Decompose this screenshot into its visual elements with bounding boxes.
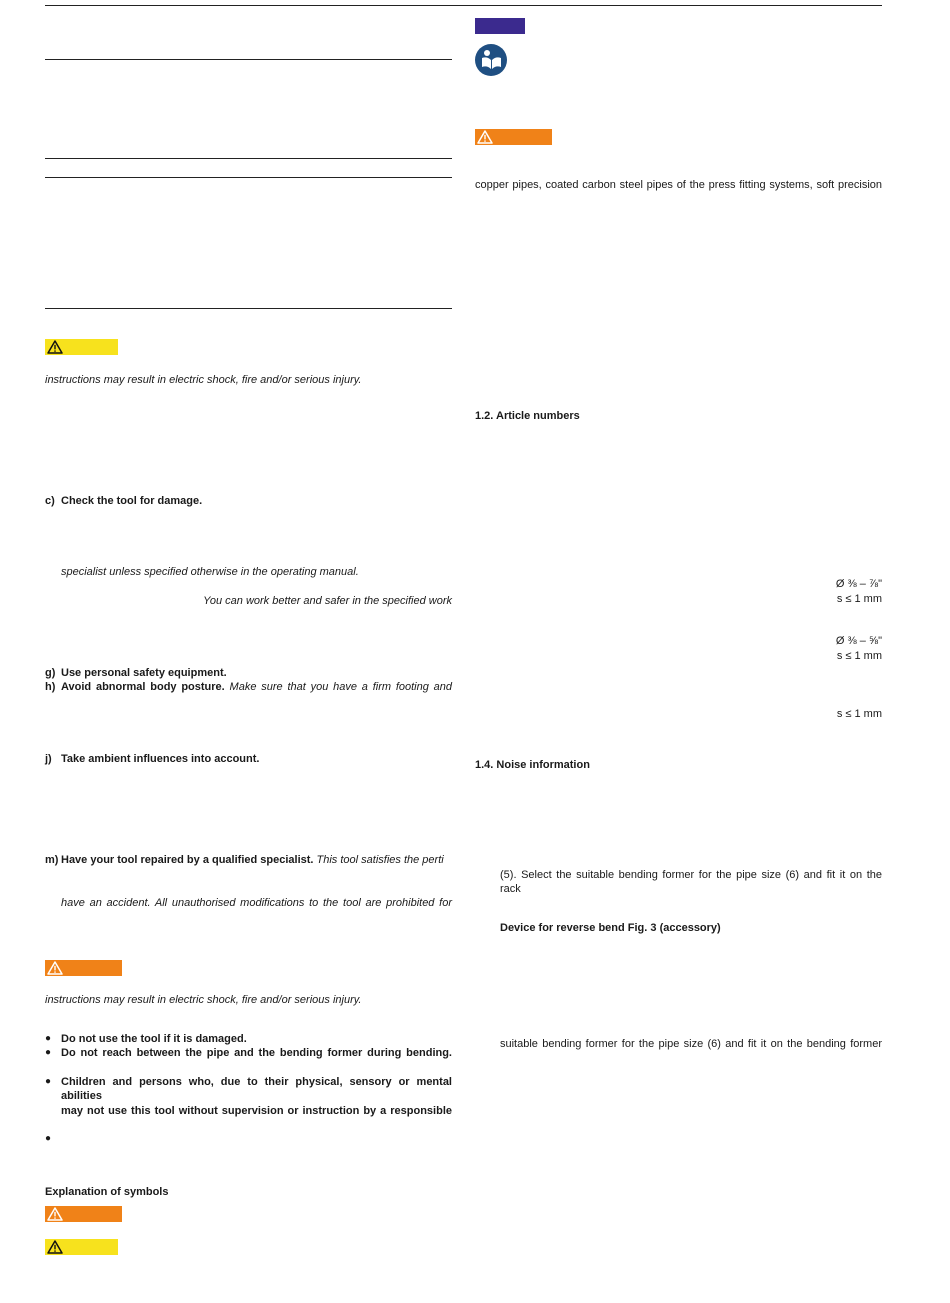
warning-triangle-icon xyxy=(47,1240,63,1254)
noise-heading: 1.4. Noise information xyxy=(475,759,590,771)
rule-1 xyxy=(45,59,452,60)
warning-triangle-icon xyxy=(477,130,493,144)
specific-warning-tail: instructions may result in electric shock, fire and/or serious injury. xyxy=(45,994,362,1006)
spec-3-wall: s ≤ 1 mm xyxy=(836,708,882,720)
item-h-text: Make sure that you have a firm footing and xyxy=(229,681,453,693)
spec-2-wall: s ≤ 1 mm xyxy=(836,650,882,662)
item-m-heading: Have your tool repaired by a qualified specialist. xyxy=(61,854,314,866)
spec-2-diameter: Ø ⅜ – ⅝" xyxy=(835,635,882,647)
item-m-label: m) xyxy=(45,854,59,866)
general-warning-tail: instructions may result in electric shock, fire and/or serious injury. xyxy=(45,374,362,386)
warning-triangle-icon xyxy=(47,1207,63,1221)
item-m-text: This tool satisfies the perti xyxy=(316,854,444,866)
fig2-instruction: (5). Select the suitable bending former for the pipe size (6) and fit it on the rack xyxy=(500,869,882,895)
symbols-heading: Explanation of symbols xyxy=(45,1186,169,1198)
notice-badge xyxy=(475,18,525,34)
bullet-1-text: Do not use the tool if it is damaged. xyxy=(61,1033,247,1045)
top-rule xyxy=(45,5,882,6)
warning-badge-general xyxy=(45,339,118,355)
item-g-label: g) xyxy=(45,667,56,679)
bullet-dot-4: ● xyxy=(45,1133,52,1144)
item-m-line xyxy=(61,853,444,867)
rule-4 xyxy=(45,308,452,309)
warning-triangle-icon xyxy=(47,340,63,354)
warning-badge-right xyxy=(475,129,552,145)
item-c-label: c) xyxy=(45,495,55,507)
read-manual-icon xyxy=(475,44,507,76)
item-m-continuation: have an accident. All unauthorised modifications to the tool are prohibited for xyxy=(61,897,452,909)
warning-triangle-icon xyxy=(47,961,63,975)
bullet-3-text: Children and persons who, due to their physical, sensory or mental abilities xyxy=(61,1076,452,1102)
item-g-heading: Use personal safety equipment. xyxy=(61,667,227,679)
bullet-dot-1: ● xyxy=(45,1033,52,1044)
rule-3 xyxy=(45,177,452,178)
bullet-dot-2: ● xyxy=(45,1047,52,1058)
symbol-badge-warning xyxy=(45,1206,122,1222)
item-f-tail: specialist unless specified otherwise in the operating manual. xyxy=(61,566,359,578)
item-h-heading: Avoid abnormal body posture. xyxy=(61,681,225,693)
item-h-line xyxy=(61,680,452,694)
item-j-heading: Take ambient influences into account. xyxy=(61,753,260,765)
spec-1-wall: s ≤ 1 mm xyxy=(836,593,882,605)
fig3-instruction: suitable bending former for the pipe size (6) and fit it on the bending former xyxy=(500,1038,882,1050)
symbol-badge-caution xyxy=(45,1239,118,1255)
rule-2 xyxy=(45,158,452,159)
read-manual-glyph xyxy=(475,44,507,76)
bullet-3-continuation: may not use this tool without supervision or instruction by a responsible xyxy=(61,1105,452,1117)
item-c-heading: Check the tool for damage. xyxy=(61,495,203,507)
warning-badge-specific xyxy=(45,960,122,976)
article-numbers-heading: 1.2. Article numbers xyxy=(475,410,580,422)
spec-1-diameter: Ø ⅜ – ⅞" xyxy=(835,578,882,590)
item-f2-tail: You can work better and safer in the specified work xyxy=(203,595,452,607)
item-h-label: h) xyxy=(45,681,56,693)
bullet-dot-3: ● xyxy=(45,1076,52,1087)
reverse-bend-heading: Device for reverse bend Fig. 3 (accessory) xyxy=(500,922,721,934)
item-j-label: j) xyxy=(45,753,52,765)
bullet-2-text: Do not reach between the pipe and the bending former during bending. xyxy=(61,1047,452,1059)
intended-use-text: copper pipes, coated carbon steel pipes of the press fitting systems, soft precision xyxy=(475,179,882,191)
